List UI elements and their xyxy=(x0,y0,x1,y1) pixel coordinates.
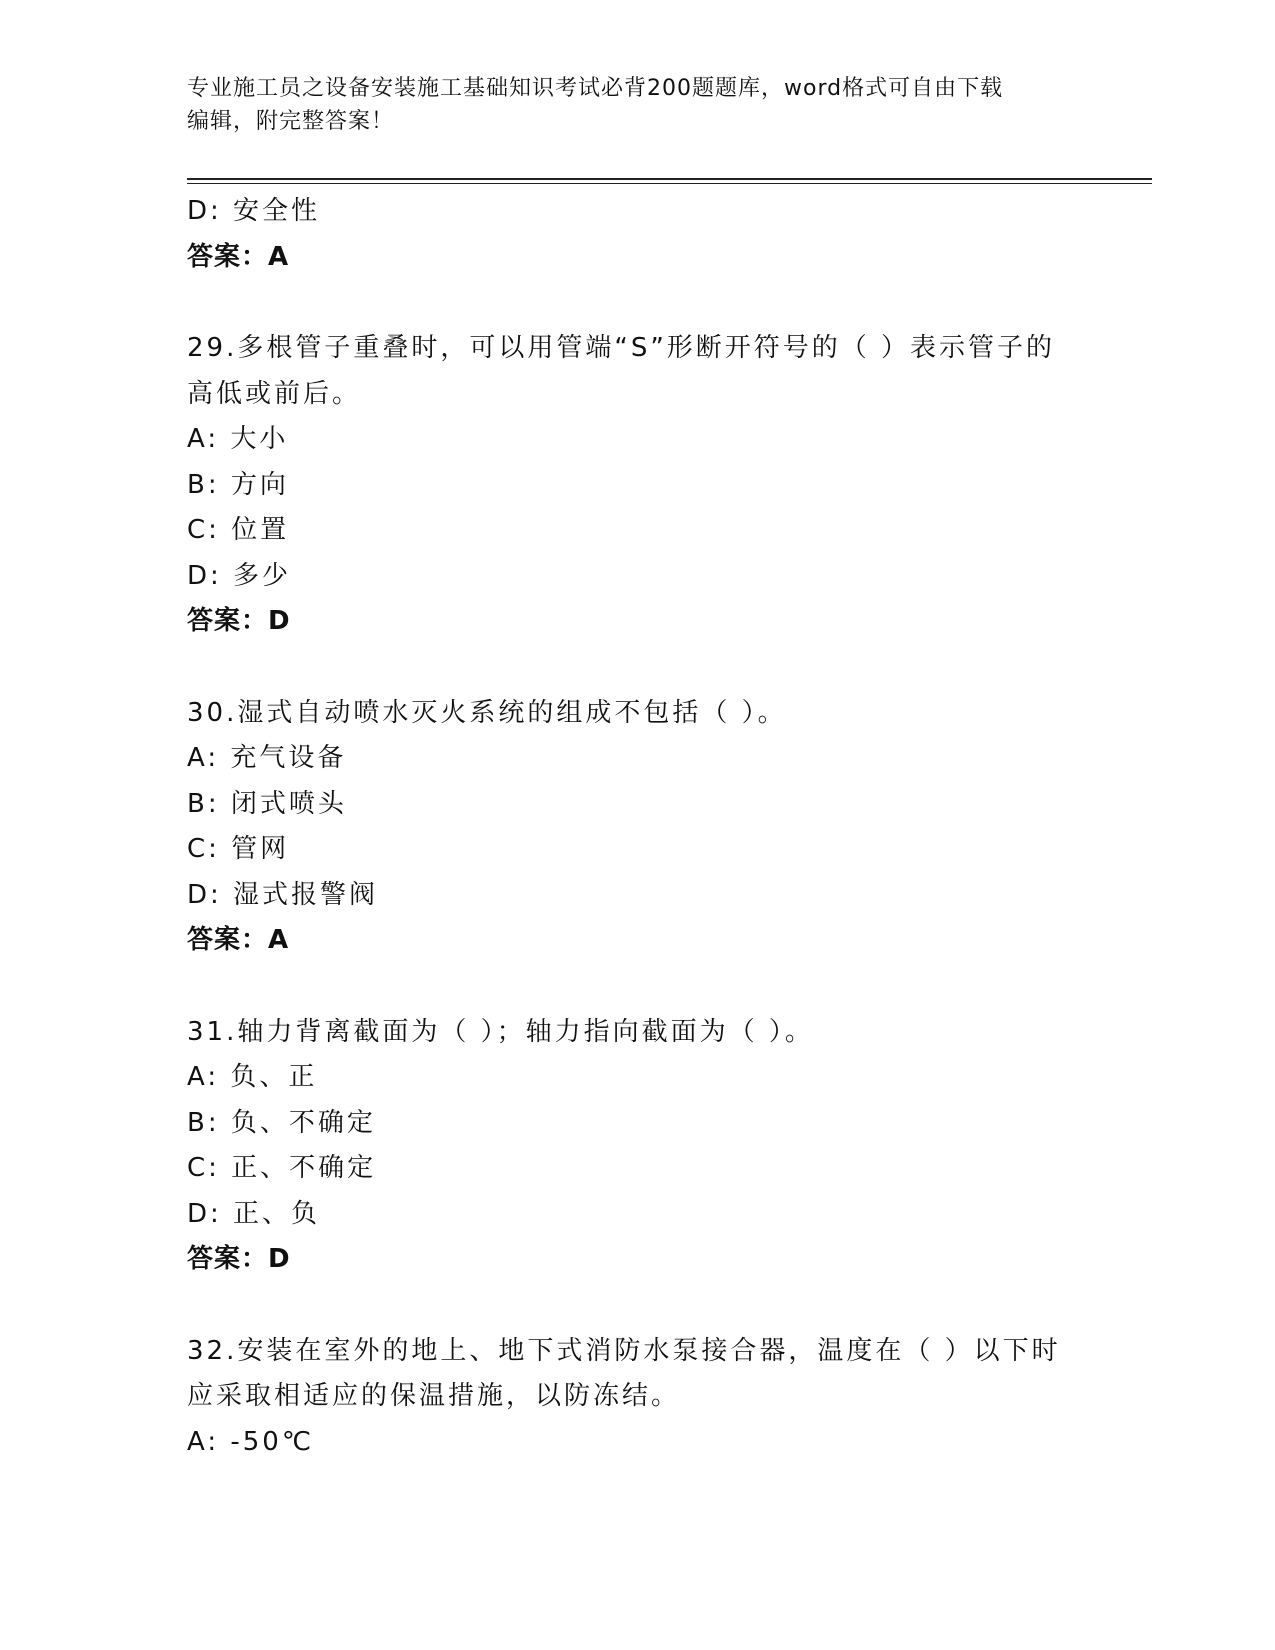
question-spacer xyxy=(187,645,1087,691)
question-31 xyxy=(187,1010,1087,1283)
option-a: A: 负、正 xyxy=(187,1062,318,1092)
question-32 xyxy=(187,1329,1087,1466)
answer-label: 答案：D xyxy=(187,1244,291,1274)
previous-question-tail xyxy=(187,189,1087,280)
option-c: C: 位置 xyxy=(187,515,290,545)
option-b: B: 闭式喷头 xyxy=(187,788,347,819)
question-text-line-1: 29.多根管子重叠时，可以用管端“S”形断开符号的（ ）表示管子的 xyxy=(187,333,1056,363)
question-list xyxy=(187,189,1087,1465)
option-d: D: 多少 xyxy=(187,560,292,591)
question-text-line-1: 30.湿式自动喷水灭火系统的组成不包括（ ）。 xyxy=(187,697,787,728)
header-title-line-1: 专业施工员之设备安装施工基础知识考试必背200题题库，word格式可自由下载 xyxy=(187,76,1004,101)
option-d: D: 安全性 xyxy=(187,196,321,226)
question-29 xyxy=(187,326,1087,645)
option-b: B: 负、不确定 xyxy=(187,1107,376,1138)
question-text-line-1: 32.安装在室外的地上、地下式消防水泵接合器，温度在（ ）以下时 xyxy=(187,1335,1061,1366)
question-text-line-2: 高低或前后。 xyxy=(187,378,362,409)
option-c: C: 正、不确定 xyxy=(187,1153,377,1183)
question-spacer xyxy=(187,964,1087,1010)
header-divider xyxy=(187,178,1152,180)
answer-label: 答案：A xyxy=(187,241,290,272)
option-a: A: 大小 xyxy=(187,424,289,454)
option-d: D: 湿式报警阀 xyxy=(187,879,379,910)
question-text-line-2: 应采取相适应的保温措施，以防冻结。 xyxy=(187,1381,681,1411)
question-spacer xyxy=(187,1283,1087,1329)
option-c: C: 管网 xyxy=(187,834,290,864)
header-title-line-2: 编辑，附完整答案！ xyxy=(187,109,395,134)
answer-label: 答案：A xyxy=(187,925,290,955)
question-text-line-1: 31.轴力背离截面为（ ）；轴力指向截面为（ ）。 xyxy=(187,1016,814,1047)
question-30 xyxy=(187,691,1087,964)
document-header xyxy=(187,72,1087,138)
question-spacer xyxy=(187,280,1087,326)
answer-label: 答案：D xyxy=(187,606,291,636)
option-a: A: -50℃ xyxy=(187,1426,315,1457)
option-a: A: 充气设备 xyxy=(187,743,347,773)
option-d: D: 正、负 xyxy=(187,1198,321,1229)
option-b: B: 方向 xyxy=(187,469,289,500)
